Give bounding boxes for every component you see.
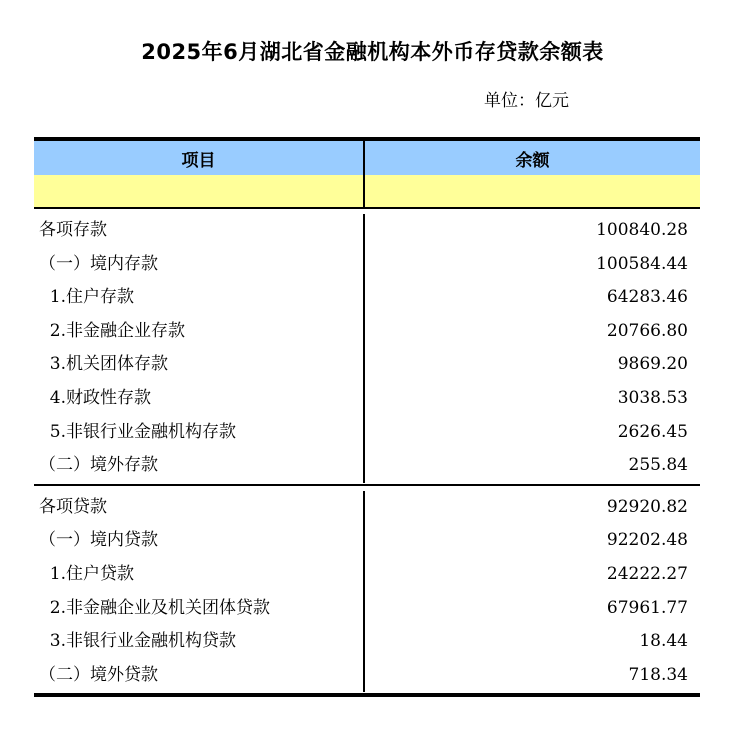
- table-row-label: 3.机关团体存款: [39, 354, 169, 375]
- deposits-item-column: [34, 214, 365, 483]
- table-row-value: 20766.80: [606, 320, 688, 341]
- table-row-value: 718.34: [628, 664, 688, 685]
- table-row-value: 92920.82: [606, 496, 688, 517]
- table-header-row: [34, 141, 700, 175]
- table-row-label: （一）境内存款: [39, 253, 158, 274]
- loans-value-column: [365, 491, 700, 693]
- deposits-value-column: [365, 214, 700, 483]
- table-row-label: （二）境外贷款: [39, 664, 158, 685]
- deposits-section: [34, 209, 700, 484]
- table-header-spacer-row: [34, 175, 700, 207]
- table-row-label: 各项贷款: [39, 496, 107, 517]
- table-row-label: 3.非银行业金融机构贷款: [39, 631, 237, 652]
- table-row-value: 64283.46: [606, 287, 688, 308]
- table-row-value: 92202.48: [606, 530, 688, 551]
- header-item: 项目: [34, 141, 365, 175]
- table-row-value: 100584.44: [596, 253, 688, 274]
- table-row-value: 2626.45: [617, 421, 688, 442]
- balance-table: [34, 137, 700, 697]
- table-row-label: 4.财政性存款: [39, 387, 152, 408]
- loans-item-column: [34, 491, 365, 693]
- table-row-label: 各项存款: [39, 220, 107, 240]
- loans-section: [34, 486, 700, 694]
- table-row-value: 18.44: [639, 631, 688, 652]
- table-row-label: 1.住户存款: [39, 287, 135, 308]
- table-row-value: 100840.28: [596, 220, 688, 240]
- table-row-label: 1.住户贷款: [39, 563, 135, 584]
- table-row-value: 255.84: [628, 455, 688, 476]
- header-value: 余额: [515, 150, 550, 171]
- table-row-label: 2.非金融企业及机关团体贷款: [39, 597, 271, 618]
- table-row-label: （二）境外存款: [39, 455, 158, 476]
- unit-label: 单位：亿元: [484, 91, 569, 111]
- table-row-value: 9869.20: [617, 354, 688, 375]
- table-row-value: 67961.77: [606, 597, 688, 618]
- page-title: 2025年6月湖北省金融机构本外币存贷款余额表: [141, 40, 604, 64]
- table-row-value: 24222.27: [606, 563, 688, 584]
- table-row-label: （一）境内贷款: [39, 530, 158, 551]
- table-row-label: 5.非银行业金融机构存款: [39, 421, 237, 442]
- table-row-label: 2.非金融企业存款: [39, 320, 186, 341]
- table-row-value: 3038.53: [617, 387, 688, 408]
- table-bottom-rule: [34, 693, 700, 697]
